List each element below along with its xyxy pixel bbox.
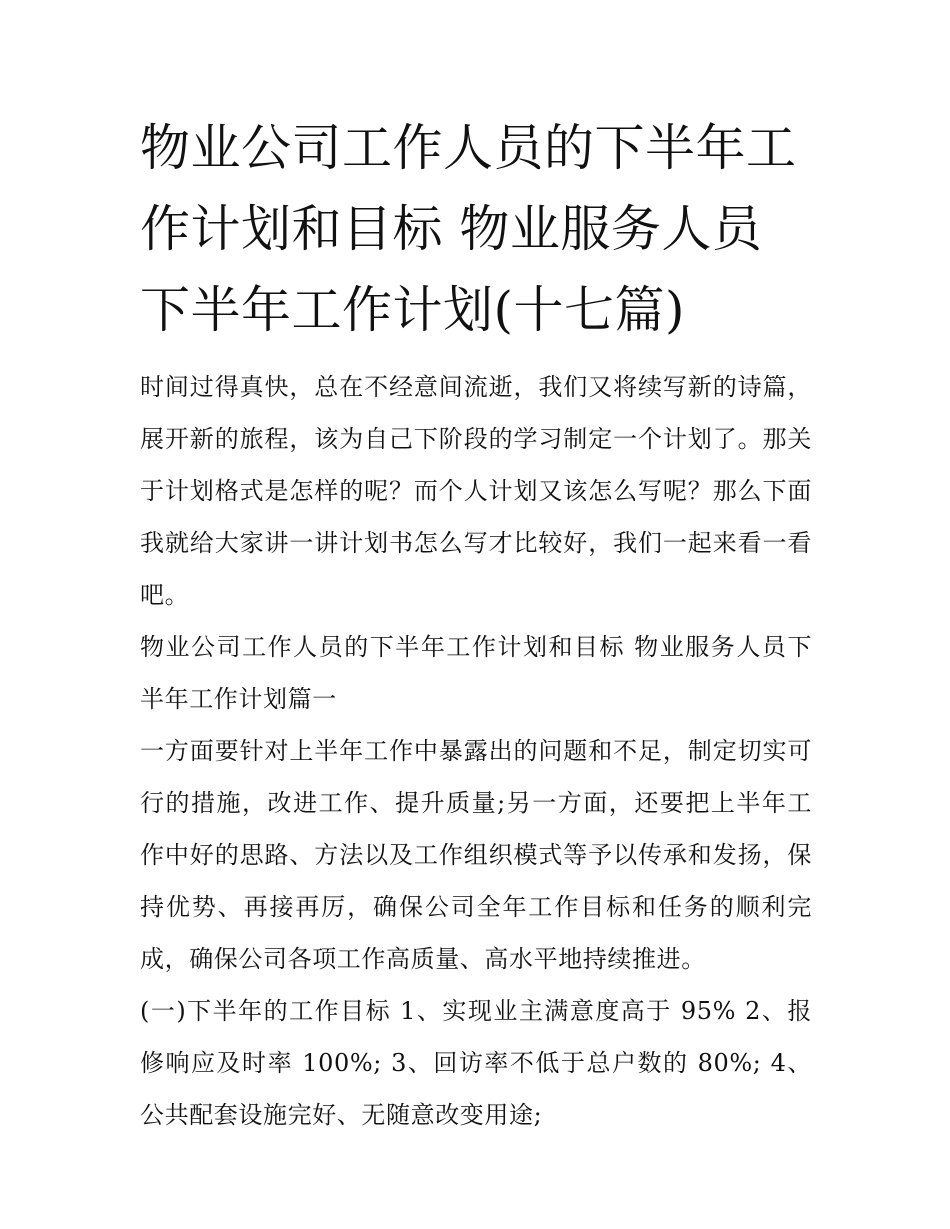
document-title: 物业公司工作人员的下半年工作计划和目标 物业服务人员下半年工作计划(十七篇) xyxy=(140,119,797,339)
body-paragraph: 一方面要针对上半年工作中暴露出的问题和不足，制定切实可行的措施，改进工作、提升质量;另一方面，还要把上半年工作中好的思路、方法以及工作组织模式等予以传承和发扬，保持优势、再接再厉，确保公司全年工作目标和任务的顺利完成，确保公司各项工作高质量、高水平地持续推进。 xyxy=(140,737,812,973)
document-body xyxy=(140,108,812,1141)
intro-paragraph: 时间过得真快，总在不经意间流逝，我们又将续写新的诗篇，展开新的旅程，该为自己下阶段的学习制定一个计划了。那关于计划格式是怎样的呢？而个人计划又该怎么写呢？那么下面我就给大家讲一讲计划书怎么写才比较好，我们一起来看一看吧。 xyxy=(140,373,812,609)
goals-paragraph: (一)下半年的工作目标 1、实现业主满意度高于 95% 2、报修响应及时率 100%; 3、回访率不低于总户数的 80%; 4、公共配套设施完好、无随意改变用途; xyxy=(140,997,812,1129)
section-heading: 物业公司工作人员的下半年工作计划和目标 物业服务人员下半年工作计划篇一 xyxy=(140,633,812,713)
